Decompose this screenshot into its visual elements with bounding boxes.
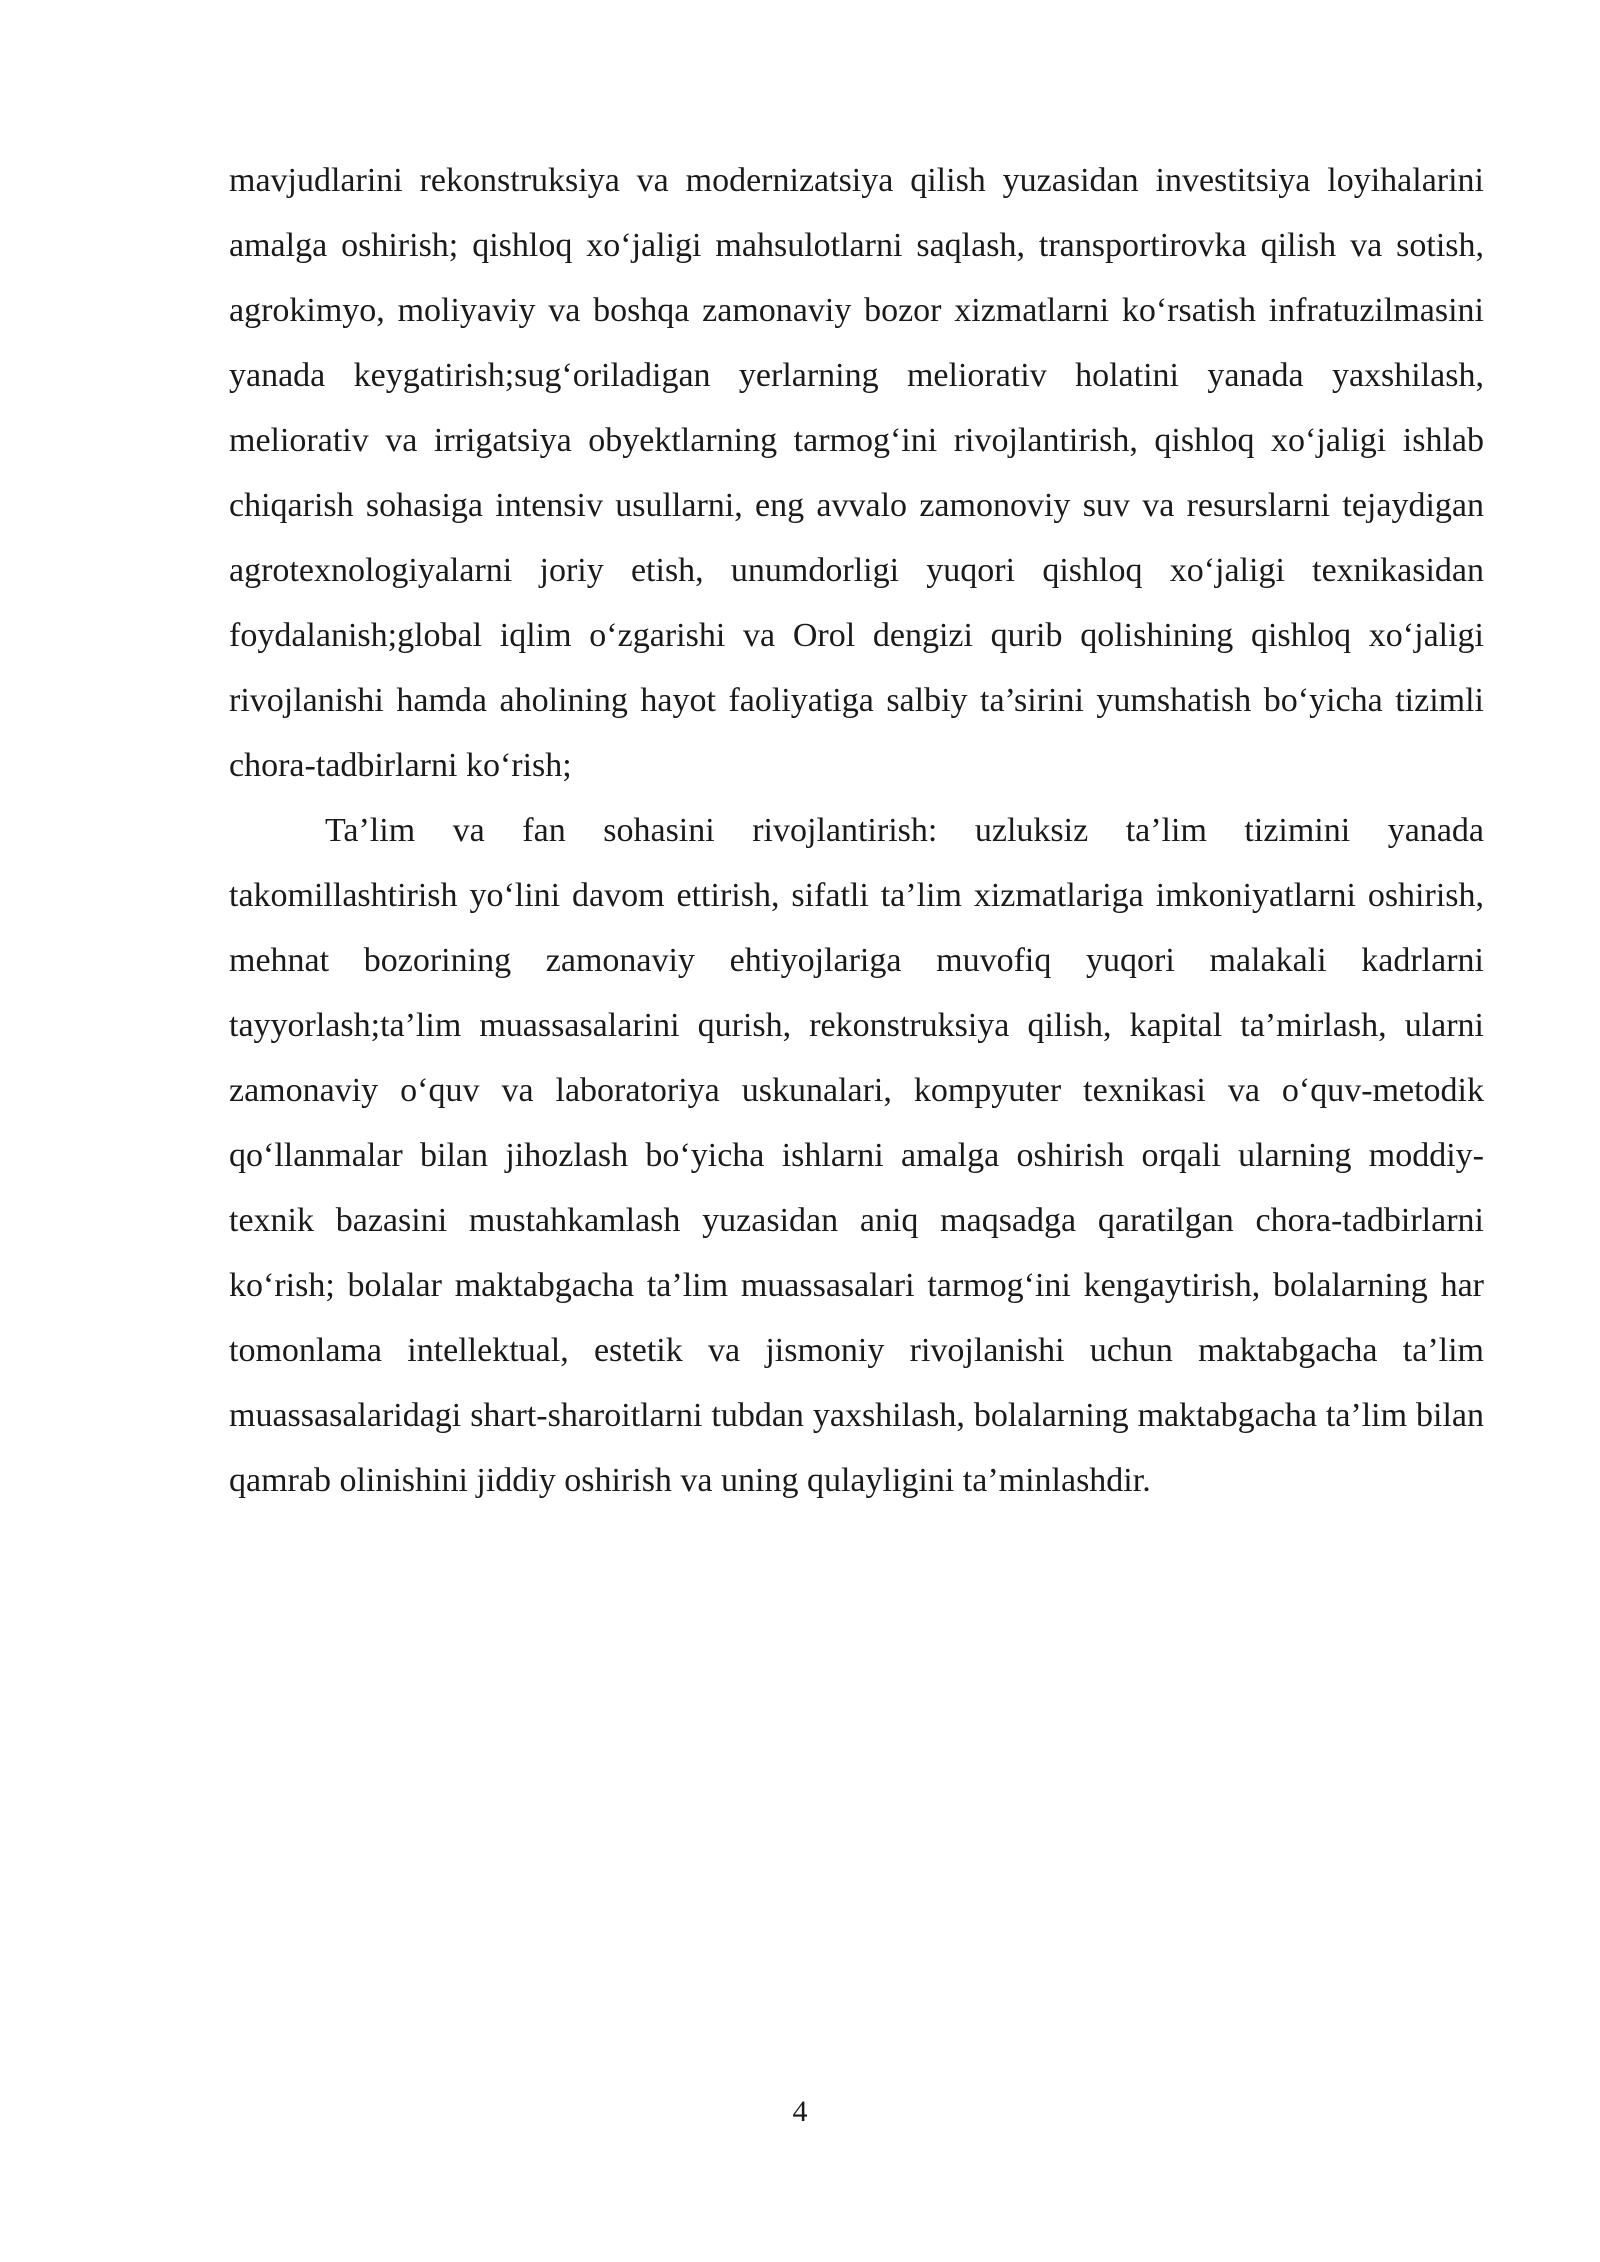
page-number: 4 [792,2095,808,2128]
paragraph-education: Ta’lim va fan sohasini rivojlantirish: uzluksiz ta’lim tizimini yanada takomillashtirish yo‘lini davom ettirish, sifatli ta’lim xizmatlariga imkoniyatlarni oshirish, mehnat bozorining zamonaviy ehtiyojlariga muvofiq yuqori malakali kadrlarni tayyorlash;ta’lim muassasalarini qurish, rekonstruksiya qilish, kapital ta’mirlash, ularni zamonaviy o‘quv va laboratoriya uskunalari, kompyuter texnikasi va o‘quv-metodik qo‘llanmalar bilan jihozlash bo‘yicha ishlarni amalga oshirish orqali ularning moddiy-texnik bazasini mustahkamlash yuzasidan aniq maqsadga qaratilgan chora-tadbirlarni ko‘rish; bolalar maktabgacha ta’lim muassasalari tarmog‘ini kengaytirish, bolalarning har tomonlama intellektual, estetik va jismoniy rivojlanishi uchun maktabgacha ta’lim muassasalaridagi shart-sharoitlarni tubdan yaxshilash, bolalarning maktabgacha ta’lim bilan qamrab olinishini jiddiy oshirish va uning qulayligini ta’minlashdir. [229,812,1484,1499]
body-text [229,148,1484,1513]
paragraph-continuation: mavjudlarini rekonstruksiya va modernizatsiya qilish yuzasidan investitsiya loyihalarini amalga oshirish; qishloq xo‘jaligi mahsulotlarni saqlash, transportirovka qilish va sotish, agrokimyo, moliyaviy va boshqa zamonaviy bozor xizmatlarni ko‘rsatish infratuzilmasini yanada keygatirish;sug‘oriladigan yerlarning meliorativ holatini yanada yaxshilash, meliorativ va irrigatsiya obyektlarning tarmog‘ini rivojlantirish, qishloq xo‘jaligi ishlab chiqarish sohasiga intensiv usullarni, eng avvalo zamonoviy suv va resurslarni tejaydigan agrotexnologiyalarni joriy etish, unumdorligi yuqori qishloq xo‘jaligi texnikasidan foydalanish;global iqlim o‘zgarishi va Orol dengizi qurib qolishining qishloq xo‘jaligi rivojlanishi hamda aholining hayot faoliyatiga salbiy ta’sirini yumshatish bo‘yicha tizimli chora-tadbirlarni ko‘rish; [229,162,1484,784]
